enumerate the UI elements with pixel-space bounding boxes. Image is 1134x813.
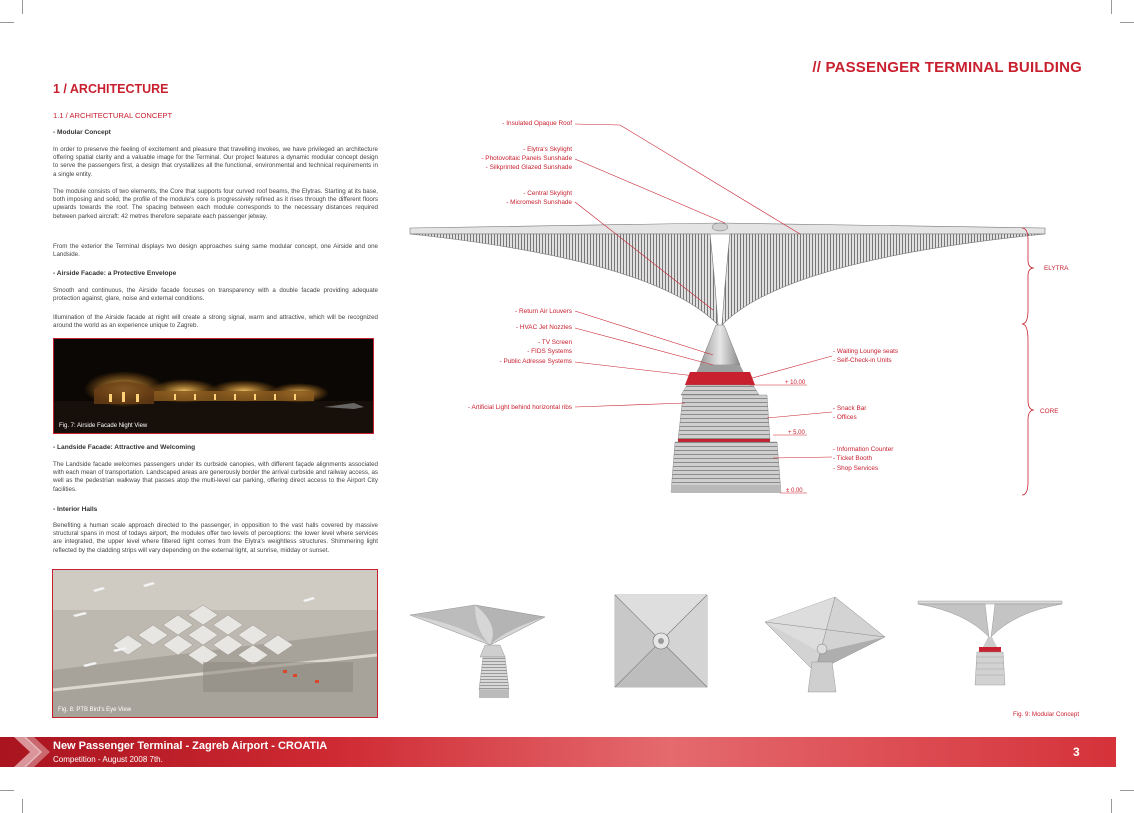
section-title: 1 / ARCHITECTURE [53,82,169,96]
label-insulated-opaque-roof: - Insulated Opaque Roof [502,120,572,127]
label-waiting-lounge: - Waiting Lounge seats [833,348,899,355]
level-0: ± 0.00 [786,488,803,494]
airside-paragraph-1: Smooth and continuous, the Airside facade focuses on transparency with a double facade providing adequate protection against, glare, noise and external conditions. [53,287,378,303]
airside-night-photo [53,338,374,434]
footer-subtitle: Competition - August 2008 7th. [53,755,163,764]
core-label: CORE [1040,408,1059,415]
page-heading: // PASSENGER TERMINAL BUILDING [812,59,1082,76]
label-artificial-light: - Artificial Light behind horizontal ribs [467,404,572,411]
label-snack-bar: - Snack Bar [833,405,867,412]
label-information-counter: - Information Counter [833,446,894,453]
module-view-elevation [915,597,1065,692]
level-5: + 5.00 [788,430,805,436]
label-silkprinted-sunshade: - Silkprinted Glazed Sunshade [485,164,572,171]
page-number: 3 [1073,745,1080,759]
crop-mark [22,0,23,14]
elytra-label: ELYTRA [1044,265,1069,272]
crop-mark [0,790,14,791]
landside-paragraph-1: The Landside facade welcomes passengers under its curbside canopies, with different façade alignments associated with each mean of transportation. Landscaped areas are generously border the arrival curbside and railway access, as well as the pedestrian walkway that passes atop the multi-level car parking, offering direct access to the Airport City facilities. [53,461,378,493]
subsection-title: 1.1 / ARCHITECTURAL CONCEPT [53,111,173,120]
landside-heading: - Landside Facade: Attractive and Welcoming [53,444,196,451]
label-hvac-jet-nozzles: - HVAC Jet Nozzles [516,324,572,331]
label-tv-screen: - TV Screen [538,339,572,346]
airside-heading: - Airside Facade: a Protective Envelope [53,270,177,277]
fig9-caption: Fig. 9: Modular Concept [1013,711,1080,718]
crop-mark [1111,799,1112,813]
module-view-perspective-high [760,592,890,702]
level-10: + 10.00 [785,380,806,386]
crop-mark [1120,790,1134,791]
fig7-caption: Fig. 7: Airside Facade Night View [59,423,148,429]
crop-mark [1111,0,1112,14]
label-public-address: - Public Adresse Systems [499,358,572,365]
label-self-check-in: - Self-Check-in Units [833,357,892,364]
footer-title: New Passenger Terminal - Zagreb Airport - CROATIA [53,740,328,752]
label-return-air-louvers: - Return Air Louvers [515,308,572,315]
label-shop-services: - Shop Services [833,465,879,472]
label-micromesh-sunshade: - Micromesh Sunshade [506,199,572,206]
modular-paragraph-3: From the exterior the Terminal displays two design approaches suing same modular concept, one Airside and one Landside. [53,243,378,259]
crop-mark [0,22,14,23]
birds-eye-photo [52,569,378,718]
module-view-perspective-low [405,595,550,705]
label-central-skylight: - Central Skylight [523,190,572,197]
interior-heading: - Interior Halls [53,506,98,513]
label-ticket-booth: - Ticket Booth [833,455,873,462]
birds-eye-illustration [53,570,377,717]
fig8-caption: Fig. 8: PTB Bird's Eye View [58,707,132,713]
modular-paragraph-1: In order to preserve the feeling of excitement and pleasure that travelling invokes, we have privileged an architecture offering spatial clarity and a valuable image for the Terminal. Our project features a dynamic modular concept design to serve the passengers first, a design that crystallizes all the functional, environmental and technical requirements in a single entity. [53,146,378,178]
label-fids-systems: - FIDS Systems [527,348,572,355]
modular-heading: - Modular Concept [53,129,111,136]
airside-paragraph-2: Illumination of the Airside facade at night will create a strong signal, warm and attractive, which will be recognized around the world as an experience unique to Zagreb. [53,314,378,330]
label-photovoltaic-panels: - Photovoltaic Panels Sunshade [481,155,572,162]
night-facade-illustration [54,339,373,433]
crop-mark [22,799,23,813]
label-offices: - Offices [833,414,857,421]
module-view-plan [612,592,710,690]
crop-mark [1120,22,1134,23]
modular-paragraph-2: The module consists of two elements, the Core that supports four curved roof beams, the Elytras. Starting at its base, both imposing and solid, the profile of the module's core is progressively refined as it rises through the different floors upwards towards the roof. The spacing between each module corresponds to the necessary distances required between parked aircraft: 42 metres therefore separate each passenger jetway. [53,188,378,220]
interior-paragraph-1: Benefiting a human scale approach directed to the passenger, in opposition to the vast halls covered by massive structural spans in most of todays airport, the modules offer two levels of perceptions: the lower level where services are integrated, the upper level where filtered light comes from the Elytra's weightless structures. Shimmering light reflected by the cladding strips will vary depending on the external light, at sunrise, midday or sunset. [53,522,378,554]
label-elytras-skylight: - Elytra's Skylight [523,146,572,153]
